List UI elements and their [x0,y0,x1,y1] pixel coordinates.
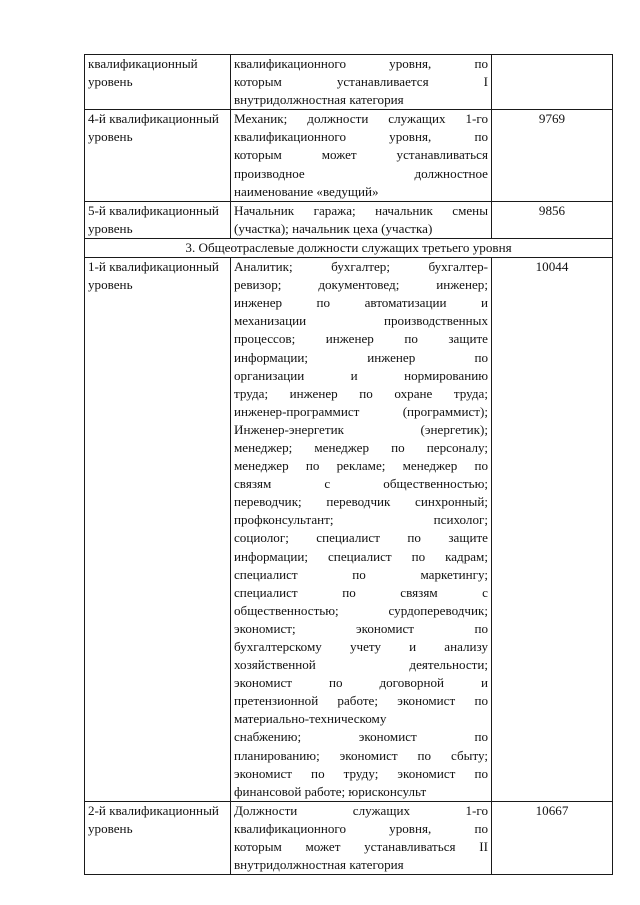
positions-line: менеджер по рекламе; менеджер по [234,458,488,474]
qualification-level-cell: квалификационный уровень [85,55,231,110]
positions-line: общественностью; сурдопереводчик; [234,602,488,618]
positions-line: квалификационного уровня, по [234,56,488,71]
positions-line: информации; специалист по кадрам; [234,548,488,564]
positions-line: Аналитик; бухгалтер; бухгалтер- [234,259,488,275]
positions-line: наименование «ведущий» [234,183,379,199]
table-row [85,801,613,874]
salary-cell: 9769 [492,110,613,201]
positions-line: Инженер-энергетик (энергетик); [234,421,488,437]
positions-cell [231,55,492,110]
positions-line: снабжению; экономист по [234,729,488,745]
positions-line: инженер по автоматизации и [234,295,488,311]
salary-cell: 10667 [492,801,613,874]
positions-line: экономист по договорной и [234,675,488,691]
positions-table [84,54,613,875]
table-row [85,258,613,802]
positions-line: внутридолжностная категория [234,857,404,873]
positions-cell [231,258,492,802]
positions-line: (участка); начальник цеха (участка) [234,220,433,236]
positions-line: Должности служащих 1-го [234,802,488,818]
positions-cell [231,201,492,238]
qualification-level-cell: 2-й квалификационный уровень [85,801,231,874]
table-row [85,55,613,110]
section-header-row [85,238,613,257]
positions-line: претензионной работе; экономист по [234,693,488,709]
salary-cell: 10044 [492,258,613,802]
table-row [85,110,613,201]
positions-line: экономист; экономист по [234,620,488,636]
positions-line: бухгалтерскому учету и анализу [234,639,488,654]
positions-line: экономист по труду; экономист по [234,765,488,781]
positions-line: переводчик; переводчик синхронный; [234,494,488,510]
positions-line: связям с общественностью; [234,476,488,492]
positions-line: планированию; экономист по сбыту; [234,747,488,763]
positions-line: механизации производственных [234,313,488,329]
positions-line: производное должностное [234,165,488,181]
positions-line: информации; инженер по [234,349,488,365]
positions-line: которым может устанавливаться [234,147,488,163]
positions-line: хозяйственной деятельности; [234,657,488,673]
positions-line: внутридолжностная категория [234,92,404,108]
positions-line: специалист по связям с [234,584,488,600]
positions-line: менеджер; менеджер по персоналу; [234,439,488,455]
positions-line: Механик; должности служащих 1-го [234,111,488,127]
positions-line: социолог; специалист по защите [234,530,488,546]
positions-line: труда; инженер по охране труда; [234,385,488,401]
positions-line: инженер-программист (программист); [234,403,488,419]
positions-line: профконсультант; психолог; [234,512,488,528]
positions-line: специалист по маркетингу; [234,566,488,582]
positions-cell [231,110,492,201]
qualification-level-cell: 1-й квалификационный уровень [85,258,231,802]
positions-line: Начальник гаража; начальник смены [234,202,488,218]
positions-line: материально-техническому [234,711,387,727]
qualification-level-cell: 4-й квалификационный уровень [85,110,231,201]
positions-line: квалификационного уровня, по [234,129,488,145]
positions-line: квалификационного уровня, по [234,820,488,836]
positions-line: процессов; инженер по защите [234,331,488,347]
positions-line: которым может устанавливаться II [234,839,488,855]
table-row [85,201,613,238]
positions-line: финансовой работе; юрисконсульт [234,783,427,799]
positions-cell [231,801,492,874]
salary-cell: 9856 [492,201,613,238]
positions-line: ревизор; документовед; инженер; [234,277,488,293]
positions-line: которым устанавливается I [234,74,488,90]
positions-line: организации и нормированию [234,367,488,383]
qualification-level-cell: 5-й квалификационный уровень [85,201,231,238]
section-title: 3. Общеотраслевые должности служащих третьего уровня [85,238,613,257]
salary-cell [492,55,613,110]
